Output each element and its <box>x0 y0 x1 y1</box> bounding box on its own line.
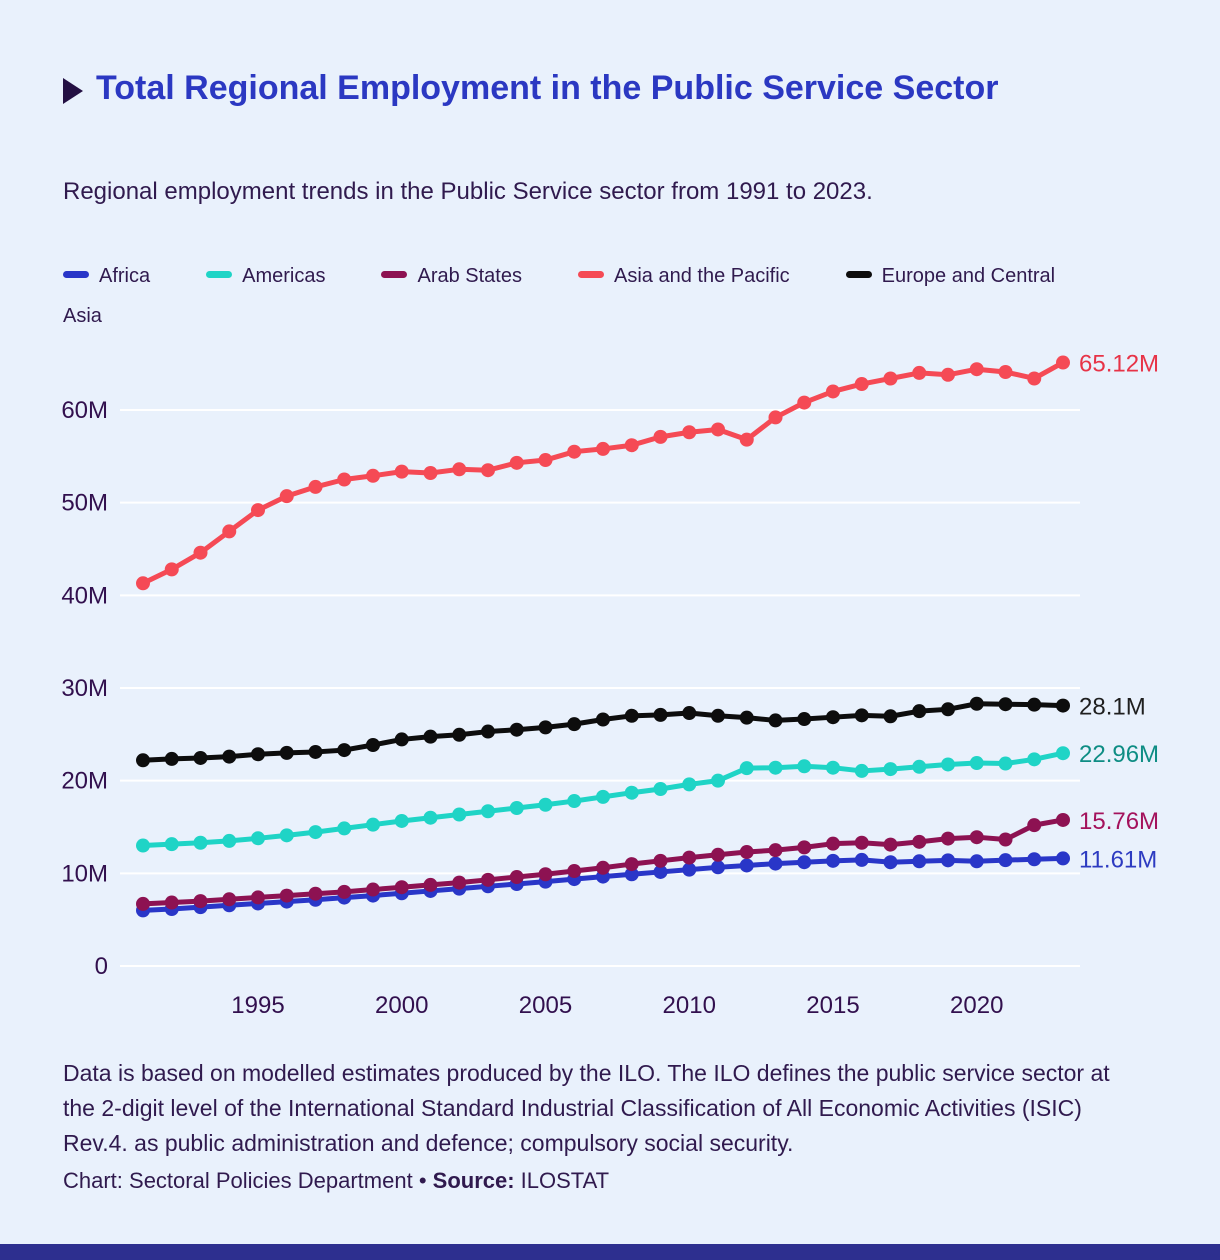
page-title: Total Regional Employment in the Public Service Sector <box>96 69 999 107</box>
data-point-europe-and-central-asia <box>366 738 380 752</box>
data-point-arab-states <box>309 887 323 901</box>
data-point-asia-and-the-pacific <box>395 465 409 479</box>
data-point-americas <box>452 807 466 821</box>
data-point-asia-and-the-pacific <box>654 430 668 444</box>
data-point-arab-states <box>194 894 208 908</box>
data-point-europe-and-central-asia <box>1056 699 1070 713</box>
data-point-europe-and-central-asia <box>337 743 351 757</box>
data-point-arab-states <box>452 876 466 890</box>
data-point-americas <box>1056 746 1070 760</box>
data-point-europe-and-central-asia <box>999 697 1013 711</box>
credit-separator: • <box>412 1168 433 1193</box>
legend-swatch-americas <box>206 271 232 278</box>
data-point-europe-and-central-asia <box>711 709 725 723</box>
data-point-americas <box>136 839 150 853</box>
data-point-americas <box>222 834 236 848</box>
y-tick-label: 40M <box>61 582 108 610</box>
x-tick-label: 1995 <box>231 992 285 1019</box>
data-point-americas <box>481 804 495 818</box>
data-point-arab-states <box>366 883 380 897</box>
data-point-arab-states <box>251 890 265 904</box>
data-point-asia-and-the-pacific <box>769 410 783 424</box>
data-point-europe-and-central-asia <box>222 750 236 764</box>
data-point-europe-and-central-asia <box>797 712 811 726</box>
legend-swatch-europe-central-asia <box>846 271 872 278</box>
legend-item-americas <box>206 265 325 287</box>
data-point-africa <box>1056 851 1070 865</box>
data-point-arab-states <box>855 836 869 850</box>
data-point-europe-and-central-asia <box>769 713 783 727</box>
bottom-accent-bar <box>0 1244 1220 1260</box>
data-point-europe-and-central-asia <box>424 730 438 744</box>
data-point-americas <box>539 798 553 812</box>
legend-label-asia-pacific: Asia and the Pacific <box>614 265 790 287</box>
data-point-europe-and-central-asia <box>654 708 668 722</box>
legend-item-arab-states <box>381 265 522 287</box>
data-point-europe-and-central-asia <box>280 746 294 760</box>
data-point-americas <box>769 761 783 775</box>
data-point-asia-and-the-pacific <box>596 442 610 456</box>
data-point-arab-states <box>395 880 409 894</box>
data-point-asia-and-the-pacific <box>826 384 840 398</box>
legend-label-africa: Africa <box>99 265 151 287</box>
data-point-asia-and-the-pacific <box>740 433 754 447</box>
data-point-asia-and-the-pacific <box>855 377 869 391</box>
data-point-arab-states <box>941 832 955 846</box>
data-point-africa <box>999 853 1013 867</box>
data-point-africa <box>797 855 811 869</box>
x-tick-label: 2015 <box>806 992 860 1019</box>
data-point-asia-and-the-pacific <box>682 425 696 439</box>
data-point-arab-states <box>1056 813 1070 827</box>
data-point-arab-states <box>999 833 1013 847</box>
data-point-asia-and-the-pacific <box>452 462 466 476</box>
x-tick-label: 2005 <box>518 992 573 1019</box>
x-tick-label: 2010 <box>662 992 716 1019</box>
data-point-arab-states <box>654 854 668 868</box>
data-point-asia-and-the-pacific <box>912 366 926 380</box>
data-point-europe-and-central-asia <box>136 753 150 767</box>
data-point-americas <box>682 777 696 791</box>
data-point-europe-and-central-asia <box>682 706 696 720</box>
footnote-text: Data is based on modelled estimates produced by the ILO. The ILO defines the public service sector at the 2-digit level of the International Standard Industrial Classification of All Economic Activities (ISIC) Rev.4. as public administration and defence; compulsory social security. <box>63 1060 1110 1156</box>
data-point-asia-and-the-pacific <box>510 456 524 470</box>
x-tick-label: 2020 <box>950 992 1004 1019</box>
data-point-asia-and-the-pacific <box>251 503 265 517</box>
data-point-africa <box>682 863 696 877</box>
data-point-asia-and-the-pacific <box>222 524 236 538</box>
title-marker-icon <box>63 78 83 104</box>
data-point-asia-and-the-pacific <box>567 445 581 459</box>
data-point-americas <box>999 757 1013 771</box>
data-point-europe-and-central-asia <box>539 720 553 734</box>
data-point-asia-and-the-pacific <box>884 371 898 385</box>
data-point-arab-states <box>912 835 926 849</box>
data-point-africa <box>941 853 955 867</box>
data-point-americas <box>366 818 380 832</box>
data-point-arab-states <box>1027 818 1041 832</box>
data-point-africa <box>711 860 725 874</box>
data-point-americas <box>826 761 840 775</box>
data-point-asia-and-the-pacific <box>970 362 984 376</box>
data-point-arab-states <box>136 897 150 911</box>
data-point-europe-and-central-asia <box>1027 698 1041 712</box>
data-point-europe-and-central-asia <box>165 752 179 766</box>
data-point-asia-and-the-pacific <box>1056 356 1070 370</box>
data-point-americas <box>395 814 409 828</box>
title-row <box>63 62 1093 114</box>
data-point-asia-and-the-pacific <box>337 472 351 486</box>
data-point-europe-and-central-asia <box>251 747 265 761</box>
data-point-europe-and-central-asia <box>510 723 524 737</box>
data-point-asia-and-the-pacific <box>481 463 495 477</box>
data-point-americas <box>596 790 610 804</box>
series-line-asia-and-the-pacific <box>143 363 1063 584</box>
data-point-americas <box>194 836 208 850</box>
data-point-arab-states <box>682 851 696 865</box>
credit-line <box>63 1168 1163 1194</box>
data-point-arab-states <box>970 830 984 844</box>
legend-item-africa <box>63 265 150 287</box>
legend-label-arab-states: Arab States <box>417 265 522 287</box>
data-point-americas <box>797 759 811 773</box>
data-point-arab-states <box>884 838 898 852</box>
data-point-asia-and-the-pacific <box>194 546 208 560</box>
data-point-arab-states <box>740 845 754 859</box>
data-point-arab-states <box>165 896 179 910</box>
data-point-arab-states <box>596 861 610 875</box>
data-point-europe-and-central-asia <box>452 728 466 742</box>
data-point-americas <box>510 801 524 815</box>
data-point-europe-and-central-asia <box>596 713 610 727</box>
data-point-africa <box>769 857 783 871</box>
data-point-europe-and-central-asia <box>970 697 984 711</box>
legend-label-americas: Americas <box>242 265 326 287</box>
data-point-arab-states <box>280 889 294 903</box>
data-point-asia-and-the-pacific <box>539 453 553 467</box>
data-point-africa <box>884 855 898 869</box>
chart-subtitle: Regional employment trends in the Public Service sector from 1991 to 2023. <box>63 178 873 205</box>
data-point-europe-and-central-asia <box>941 702 955 716</box>
credit-source-label: Source: <box>432 1168 515 1193</box>
data-point-asia-and-the-pacific <box>309 480 323 494</box>
data-point-europe-and-central-asia <box>309 745 323 759</box>
data-point-arab-states <box>769 843 783 857</box>
data-point-americas <box>337 821 351 835</box>
data-point-americas <box>251 831 265 845</box>
series-end-label-americas: 22.96M <box>1079 741 1160 769</box>
series-end-label-arab-states: 15.76M <box>1079 807 1160 835</box>
legend-swatch-africa <box>63 271 89 278</box>
data-point-americas <box>941 757 955 771</box>
legend-swatch-arab-states <box>381 271 407 278</box>
data-point-asia-and-the-pacific <box>136 576 150 590</box>
data-point-americas <box>1027 752 1041 766</box>
data-point-americas <box>884 762 898 776</box>
data-point-europe-and-central-asia <box>884 709 898 723</box>
data-point-arab-states <box>222 892 236 906</box>
data-point-americas <box>855 764 869 778</box>
series-end-label-europe-and-central-asia: 28.1M <box>1079 693 1146 721</box>
data-point-africa <box>912 854 926 868</box>
data-point-europe-and-central-asia <box>395 732 409 746</box>
data-point-arab-states <box>711 848 725 862</box>
data-point-arab-states <box>424 878 438 892</box>
data-point-asia-and-the-pacific <box>280 489 294 503</box>
data-point-americas <box>165 837 179 851</box>
y-tick-label: 10M <box>61 860 108 888</box>
data-point-arab-states <box>826 837 840 851</box>
data-point-americas <box>970 756 984 770</box>
credit-source-value: ILOSTAT <box>514 1168 610 1193</box>
data-point-americas <box>711 774 725 788</box>
credit-chart: Chart: Sectoral Policies Department <box>63 1168 413 1193</box>
data-point-americas <box>740 761 754 775</box>
data-point-asia-and-the-pacific <box>625 438 639 452</box>
data-point-americas <box>424 811 438 825</box>
series-end-label-africa: 11.61M <box>1079 846 1158 874</box>
data-point-arab-states <box>510 870 524 884</box>
y-tick-label: 50M <box>61 489 108 517</box>
data-point-europe-and-central-asia <box>567 717 581 731</box>
data-point-europe-and-central-asia <box>481 725 495 739</box>
data-point-africa <box>1027 852 1041 866</box>
data-point-europe-and-central-asia <box>625 709 639 723</box>
series-end-label-asia-and-the-pacific: 65.12M <box>1079 350 1160 378</box>
y-tick-label: 60M <box>61 396 108 424</box>
data-point-americas <box>625 786 639 800</box>
data-point-asia-and-the-pacific <box>366 469 380 483</box>
data-point-asia-and-the-pacific <box>165 562 179 576</box>
data-point-africa <box>970 854 984 868</box>
data-point-europe-and-central-asia <box>826 710 840 724</box>
chart-legend <box>63 256 1083 336</box>
legend-swatch-asia-pacific <box>578 271 604 278</box>
data-point-asia-and-the-pacific <box>999 365 1013 379</box>
data-point-arab-states <box>625 857 639 871</box>
data-point-arab-states <box>797 840 811 854</box>
data-point-europe-and-central-asia <box>740 711 754 725</box>
data-point-africa <box>855 853 869 867</box>
data-point-asia-and-the-pacific <box>1027 371 1041 385</box>
data-point-asia-and-the-pacific <box>941 368 955 382</box>
data-point-arab-states <box>539 867 553 881</box>
legend-label-europe-central-asia: Europe and Central Asia <box>63 265 1056 327</box>
data-point-americas <box>309 825 323 839</box>
data-point-asia-and-the-pacific <box>711 422 725 436</box>
data-point-americas <box>280 828 294 842</box>
y-tick-label: 0 <box>94 953 108 980</box>
data-point-europe-and-central-asia <box>194 751 208 765</box>
y-tick-label: 30M <box>61 674 108 702</box>
legend-item-asia-pacific <box>578 265 790 287</box>
data-point-arab-states <box>567 864 581 878</box>
data-point-arab-states <box>337 885 351 899</box>
data-point-africa <box>740 858 754 872</box>
data-point-americas <box>654 782 668 796</box>
data-point-africa <box>826 854 840 868</box>
data-point-europe-and-central-asia <box>912 704 926 718</box>
data-point-americas <box>567 794 581 808</box>
x-tick-label: 2000 <box>375 992 429 1019</box>
data-point-americas <box>912 760 926 774</box>
data-point-asia-and-the-pacific <box>424 466 438 480</box>
data-point-asia-and-the-pacific <box>797 396 811 410</box>
data-point-arab-states <box>481 873 495 887</box>
y-tick-label: 20M <box>61 767 108 795</box>
data-point-europe-and-central-asia <box>855 708 869 722</box>
